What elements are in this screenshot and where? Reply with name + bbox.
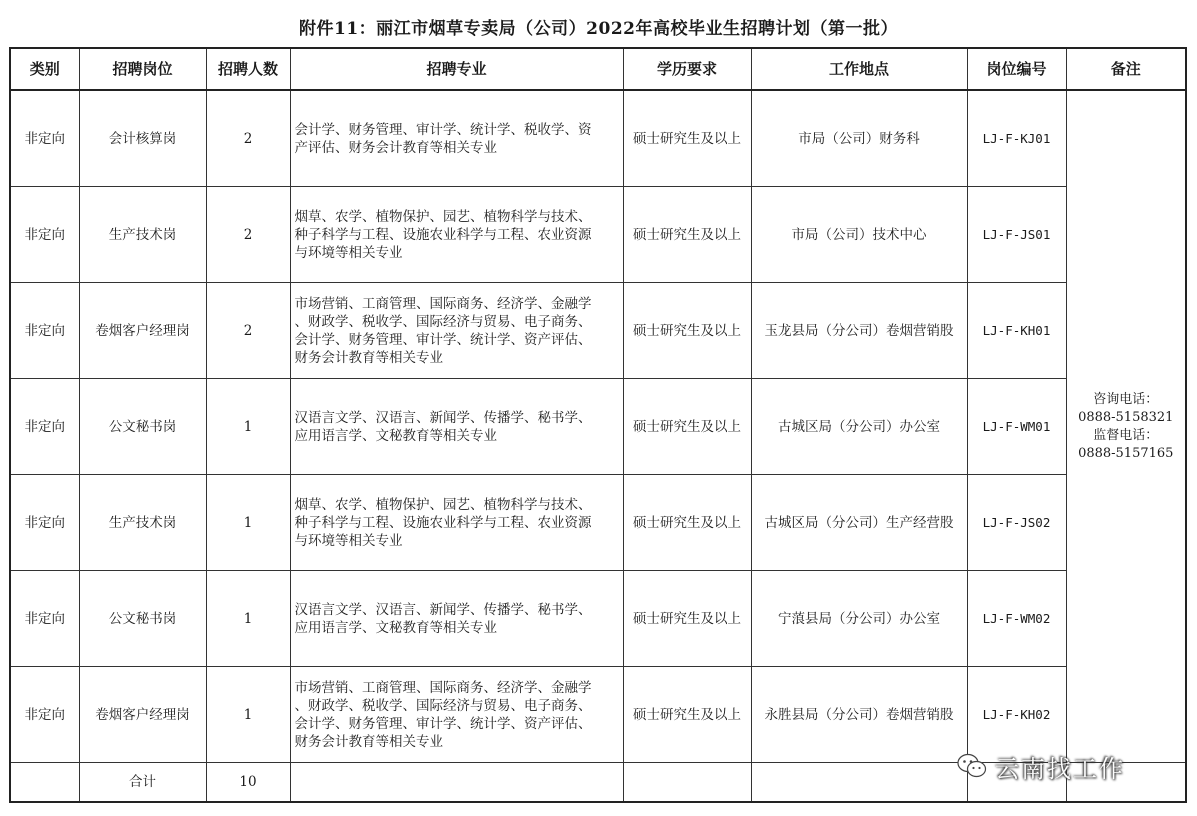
major-line: 应用语言学、文秘教育等相关专业 <box>294 619 497 636</box>
major-line: 、财政学、税收学、国际经济与贸易、电子商务、 <box>294 313 592 330</box>
cell-major <box>290 90 623 187</box>
major-line: 财务会计教育等相关专业 <box>294 349 443 366</box>
watermark-text: 云南找工作 <box>995 754 1125 783</box>
table-row <box>10 571 1186 667</box>
cell-code: LJ-F-KH02 <box>967 667 1066 763</box>
major-line: 财务会计教育等相关专业 <box>294 733 443 750</box>
cell-position: 生产技术岗 <box>79 475 206 571</box>
major-line: 会计学、财务管理、审计学、统计学、税收学、资 <box>294 121 592 138</box>
cell-position: 卷烟客户经理岗 <box>79 667 206 763</box>
cell-location: 市局（公司）财务科 <box>751 90 967 187</box>
cell-education: 硕士研究生及以上 <box>623 379 751 475</box>
cell-remark <box>1066 90 1186 763</box>
cell-category: 非定向 <box>10 667 79 763</box>
cell-position: 生产技术岗 <box>79 187 206 283</box>
cell-major <box>290 475 623 571</box>
remark-line: 0888-5157165 <box>1078 445 1174 461</box>
header-education: 学历要求 <box>623 48 751 90</box>
remark-line: 咨询电话： <box>1093 391 1159 407</box>
cell-count: 2 <box>206 187 290 283</box>
cell-count: 1 <box>206 571 290 667</box>
cell-count: 2 <box>206 283 290 379</box>
cell-education: 硕士研究生及以上 <box>623 571 751 667</box>
cell-major <box>290 187 623 283</box>
major-line: 汉语言文学、汉语言、新闻学、传播学、秘书学、 <box>294 409 592 426</box>
cell-count: 1 <box>206 379 290 475</box>
table-row <box>10 90 1186 187</box>
total-empty-cell <box>290 763 623 803</box>
header-remark: 备注 <box>1066 48 1186 90</box>
major-line: 应用语言学、文秘教育等相关专业 <box>294 427 497 444</box>
header-location: 工作地点 <box>751 48 967 90</box>
major-line: 会计学、财务管理、审计学、统计学、资产评估、 <box>294 331 592 348</box>
total-empty-cell <box>751 763 967 803</box>
document-title: 附件11：丽江市烟草专卖局（公司）2022年高校毕业生招聘计划（第一批） <box>299 19 898 39</box>
cell-education: 硕士研究生及以上 <box>623 90 751 187</box>
header-major: 招聘专业 <box>290 48 623 90</box>
total-empty-cell <box>10 763 79 803</box>
major-line: 汉语言文学、汉语言、新闻学、传播学、秘书学、 <box>294 601 592 618</box>
cell-category: 非定向 <box>10 571 79 667</box>
major-line: 会计学、财务管理、审计学、统计学、资产评估、 <box>294 715 592 732</box>
cell-location: 市局（公司）技术中心 <box>751 187 967 283</box>
cell-education: 硕士研究生及以上 <box>623 283 751 379</box>
cell-education: 硕士研究生及以上 <box>623 187 751 283</box>
major-line: 种子科学与工程、设施农业科学与工程、农业资源 <box>294 514 592 531</box>
watermark <box>957 748 1125 784</box>
cell-count: 1 <box>206 667 290 763</box>
cell-count: 2 <box>206 90 290 187</box>
cell-category: 非定向 <box>10 283 79 379</box>
header-code: 岗位编号 <box>967 48 1066 90</box>
remark-line: 0888-5158321 <box>1078 409 1174 425</box>
cell-category: 非定向 <box>10 187 79 283</box>
cell-major <box>290 283 623 379</box>
cell-location: 宁蒗县局（分公司）办公室 <box>751 571 967 667</box>
cell-code: LJ-F-JS02 <box>967 475 1066 571</box>
major-line: 市场营销、工商管理、国际商务、经济学、金融学 <box>294 295 592 312</box>
cell-code: LJ-F-WM01 <box>967 379 1066 475</box>
cell-code: LJ-F-KJ01 <box>967 90 1066 187</box>
major-line: 市场营销、工商管理、国际商务、经济学、金融学 <box>294 679 592 696</box>
header-row <box>10 48 1186 90</box>
cell-location: 玉龙县局（分公司）卷烟营销股 <box>751 283 967 379</box>
cell-code: LJ-F-JS01 <box>967 187 1066 283</box>
total-label: 合计 <box>79 763 206 803</box>
table-row <box>10 187 1186 283</box>
cell-major <box>290 379 623 475</box>
cell-education: 硕士研究生及以上 <box>623 475 751 571</box>
cell-position: 公文秘书岗 <box>79 379 206 475</box>
recruitment-plan-table <box>9 47 1187 803</box>
major-line: 、财政学、税收学、国际经济与贸易、电子商务、 <box>294 697 592 714</box>
remark-line: 监督电话： <box>1093 427 1159 443</box>
cell-code: LJ-F-KH01 <box>967 283 1066 379</box>
cell-major <box>290 571 623 667</box>
cell-position: 会计核算岗 <box>79 90 206 187</box>
cell-location: 古城区局（分公司）办公室 <box>751 379 967 475</box>
header-category: 类别 <box>10 48 79 90</box>
cell-major <box>290 667 623 763</box>
total-empty-cell <box>623 763 751 803</box>
major-line: 与环境等相关专业 <box>294 244 403 261</box>
major-line: 产评估、财务会计教育等相关专业 <box>294 139 497 156</box>
major-line: 烟草、农学、植物保护、园艺、植物科学与技术、 <box>294 496 592 513</box>
table-row <box>10 283 1186 379</box>
table-row <box>10 379 1186 475</box>
wechat-icon <box>957 753 987 779</box>
cell-category: 非定向 <box>10 90 79 187</box>
cell-category: 非定向 <box>10 379 79 475</box>
major-line: 烟草、农学、植物保护、园艺、植物科学与技术、 <box>294 208 592 225</box>
table-row <box>10 475 1186 571</box>
cell-location: 永胜县局（分公司）卷烟营销股 <box>751 667 967 763</box>
cell-position: 卷烟客户经理岗 <box>79 283 206 379</box>
header-position: 招聘岗位 <box>79 48 206 90</box>
cell-position: 公文秘书岗 <box>79 571 206 667</box>
cell-code: LJ-F-WM02 <box>967 571 1066 667</box>
header-count: 招聘人数 <box>206 48 290 90</box>
major-line: 与环境等相关专业 <box>294 532 403 549</box>
cell-count: 1 <box>206 475 290 571</box>
cell-education: 硕士研究生及以上 <box>623 667 751 763</box>
major-line: 种子科学与工程、设施农业科学与工程、农业资源 <box>294 226 592 243</box>
cell-location: 古城区局（分公司）生产经营股 <box>751 475 967 571</box>
cell-category: 非定向 <box>10 475 79 571</box>
total-count: 10 <box>206 763 290 803</box>
